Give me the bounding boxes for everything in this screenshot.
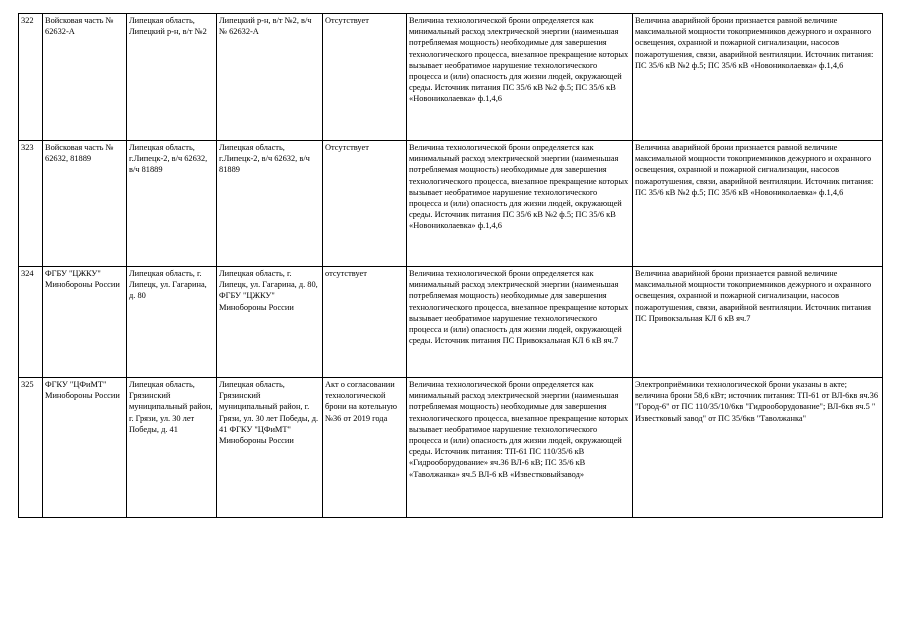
power-reserve-table bbox=[18, 13, 883, 518]
emergency-reserve: Величина аварийной брони признается равной величине максимальной мощности токоприемников дежурного и охранного освещения, охранной и пожарной сигнализации, насосов пожаротушения, связи, аварийной вентиляции. Источник питания: ПС 35/6 кВ №2 ф.5; ПС 35/6 кВ «Новониколаевка» ф.1,4,6 bbox=[633, 141, 883, 267]
unit-name: ФГКУ "ЦФиМТ" Минобороны России bbox=[43, 378, 127, 518]
unit-location: Липецкая область, г.Липецк-2, в/ч 62632, в/ч 81889 bbox=[127, 141, 217, 267]
technological-reserve: Величина технологической брони определяется как минимальный расход электрической энергии (наименьшая потребляемая мощность) необходимые для завершения технологического процесса, внезапное прекращение которых вызывает необратимое нарушение технологического процесса и (или) опасность для жизни людей, окружающей среды. Источник питания ПС 35/6 кВ №2 ф.5; ПС 35/6 кВ «Новониколаевка» ф.1,4,6 bbox=[407, 141, 633, 267]
row-number: 325 bbox=[19, 378, 43, 518]
reserve-act: отсутствует bbox=[323, 267, 407, 378]
emergency-reserve: Величина аварийной брони признается равной величине максимальной мощности токоприемников дежурного и охранного освещения, охранной и пожарной сигнализации, насосов пожаротушения, связи, аварийной вентиляции. Источник питания ПС Привокзальная КЛ 6 кВ яч.7 bbox=[633, 267, 883, 378]
technological-reserve: Величина технологической брони определяется как минимальный расход электрической энергии (наименьшая потребляемая мощность) необходимые для завершения технологического процесса, внезапное прекращение которых вызывает необратимое нарушение технологического процесса и (или) опасность для жизни людей, окружающей среды. Источник питания: ТП-61 ПС 110/35/6 кВ «Гидрооборудование» яч.36 ВЛ-6 кВ; ПС 35/6 кВ «Таволжанка» яч.5 ВЛ-6 кВ «Известковыйзавод» bbox=[407, 378, 633, 518]
unit-address: Липецкая область, г. Липецк, ул. Гагарина, д. 80, ФГБУ "ЦЖКУ" Минобороны России bbox=[217, 267, 323, 378]
emergency-reserve: Электроприёмники технологической брони указаны в акте; величина брони 58,6 кВт; источник питания: ТП-61 от ВЛ-6кв яч.36 "Город-6" от ПС 110/35/10/6кв "Гидрооборудование"; ВЛ-6кв яч.5 " Известковый завод" от ПС 35/6кв "Таволжанка" bbox=[633, 378, 883, 518]
table-row bbox=[19, 141, 883, 267]
reserve-act: Акт о согласовании технологической брони на котельную №36 от 2019 года bbox=[323, 378, 407, 518]
unit-location: Липецкая область, Грязинский муниципальный район, г. Грязи, ул. 30 лет Победы, д. 41 bbox=[127, 378, 217, 518]
technological-reserve: Величина технологической брони определяется как минимальный расход электрической энергии (наименьшая потребляемая мощность) необходимые для завершения технологического процесса, внезапное прекращение которых вызывает необратимое нарушение технологического процесса и (или) опасность для жизни людей, окружающей среды. Источник питания ПС Привокзальная КЛ 6 кВ яч.7 bbox=[407, 267, 633, 378]
table-row bbox=[19, 14, 883, 141]
unit-name: Войсковая часть № 62632, 81889 bbox=[43, 141, 127, 267]
unit-name: ФГБУ "ЦЖКУ" Минобороны России bbox=[43, 267, 127, 378]
emergency-reserve: Величина аварийной брони признается равной величине максимальной мощности токоприемников дежурного и охранного освещения, охранной и пожарной сигнализации, насосов пожаротушения, связи, аварийной вентиляции. Источник питания: ПС 35/6 кВ №2 ф.5; ПС 35/6 кВ «Новониколаевка» ф.1,4,6 bbox=[633, 14, 883, 141]
technological-reserve: Величина технологической брони определяется как минимальный расход электрической энергии (наименьшая потребляемая мощность) необходимые для завершения технологического процесса, внезапное прекращение которых вызывает необратимое нарушение технологического процесса и (или) опасность для жизни людей, окружающей среды. Источник питания ПС 35/6 кВ №2 ф.5; ПС 35/6 кВ «Новониколаевка» ф.1,4,6 bbox=[407, 14, 633, 141]
table-row bbox=[19, 378, 883, 518]
unit-location: Липецкая область, Липецкий р-н, в/т №2 bbox=[127, 14, 217, 141]
unit-name: Войсковая часть № 62632-А bbox=[43, 14, 127, 141]
unit-address: Липецкая область, Грязинский муниципальный район, г. Грязи, ул. 30 лет Победы, д. 41 ФГКУ "ЦФиМТ" Минобороны России bbox=[217, 378, 323, 518]
table-row bbox=[19, 267, 883, 378]
unit-location: Липецкая область, г. Липецк, ул. Гагарина, д. 80 bbox=[127, 267, 217, 378]
reserve-act: Отсутствует bbox=[323, 14, 407, 141]
reserve-act: Отсутствует bbox=[323, 141, 407, 267]
row-number: 323 bbox=[19, 141, 43, 267]
row-number: 322 bbox=[19, 14, 43, 141]
unit-address: Липецкий р-н, в/т №2, в/ч № 62632-А bbox=[217, 14, 323, 141]
unit-address: Липецкая область, г.Липецк-2, в/ч 62632, в/ч 81889 bbox=[217, 141, 323, 267]
row-number: 324 bbox=[19, 267, 43, 378]
